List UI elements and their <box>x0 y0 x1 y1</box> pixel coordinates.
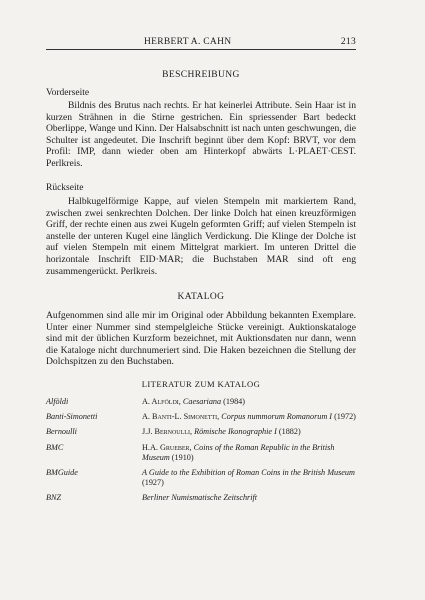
literature-key: Bernoulli <box>46 427 77 437</box>
literature-title: Römische Ikonographie I <box>194 427 277 437</box>
literature-year: (1984) <box>223 397 245 406</box>
literature-key: BMC <box>46 442 64 452</box>
literature-entry <box>46 443 356 463</box>
literature-author: A. Alföldi, <box>142 397 181 406</box>
literature-title: Berliner Numismatische Zeitschrift <box>142 493 258 503</box>
literature-entry <box>46 468 356 488</box>
vorderseite-label: Vorderseite <box>46 88 90 98</box>
header-rule <box>46 49 356 50</box>
literature-list <box>46 397 356 509</box>
rueckseite-label: Rückseite <box>46 183 84 193</box>
running-header <box>46 37 356 47</box>
literature-entry <box>46 493 356 503</box>
section-title-katalog: KATALOG <box>177 292 225 302</box>
section-title-literatur: LITERATUR ZUM KATALOG <box>141 379 261 389</box>
vorderseite-paragraph: Bildnis des Brutus nach rechts. Er hat keinerlei Attribute. Sein Haar ist in kurzen Strähnen in die Stirne gestrichen. Ein spriessender Bart bedeckt Oberlippe, Wange und Kinn. Der Halsabschnitt ist nach unten geschwungen, die Schulter ist angedeutet. Die Inschrift beginnt über dem Kopf: BRVT, vor dem Profil: IMP, dann wieder oben am Hinterkopf abwärts L·PLAET·CEST. Perlkreis. <box>46 100 356 169</box>
literature-key: Banti-Simonetti <box>46 412 98 422</box>
katalog-paragraph: Aufgenommen sind alle mir im Original oder Abbildung bekannten Exemplare. Unter einer Nummer sind stempelgleiche Stücke vereinigt. Auktionskataloge sind mit der üblichen Kurzform bezeichnet, mit Auktionsdaten nur dann, wenn die Kataloge nicht durchnumeriert sind. Die Haken bezeichnen die Stellung der Dolchspitzen zu den Buchstaben. <box>46 310 356 368</box>
literature-author: J.J. Bernoulli, <box>142 427 193 437</box>
literature-key: Alföldi <box>46 397 69 406</box>
literature-year: (1972) <box>334 412 356 422</box>
literature-year: (1882) <box>278 427 301 437</box>
literature-entry <box>46 397 356 407</box>
literature-key: BNZ <box>46 493 62 503</box>
literature-title: Caesariana <box>182 397 222 406</box>
literature-author: H.A. Grueber, <box>142 442 192 452</box>
page-number: 213 <box>340 37 356 47</box>
literature-title: Corpus nummorum Romanorum I <box>221 412 333 422</box>
literature-author: A. Banti-L. Simonetti, <box>142 412 220 422</box>
literature-year: (1927) <box>142 478 164 488</box>
literature-entry <box>46 427 356 437</box>
section-title-beschreibung: BESCHREIBUNG <box>162 70 240 80</box>
literature-entry <box>46 412 356 422</box>
literature-key: BMGuide <box>46 468 78 478</box>
rueckseite-paragraph: Halbkugelförmige Kappe, auf vielen Stempeln mit markiertem Rand, zwischen zwei senkrechten Dolchen. Der linke Dolch hat einen kreuzförmigen Griff, der rechte einen aus zwei Kugeln geformten Griff; auf vielen Stempeln ist anstelle der unteren Kugel eine länglich Verdickung. Die Klinge der Dolche ist auf vielen Stempeln mit einem Mittelgrat markiert. Im unteren Drittel die horizontale Inschrift EID·MAR; die Buchstaben MAR sind oft eng zusammengerückt. Perlkreis. <box>46 196 356 277</box>
literature-title: Coins of the Roman Republic in the British Museum <box>142 442 335 462</box>
header-author: HERBERT A. CAHN <box>144 37 232 47</box>
literature-year: (1910) <box>171 452 194 462</box>
literature-title: A Guide to the Exhibition of Roman Coins in the British Museum <box>142 468 355 478</box>
